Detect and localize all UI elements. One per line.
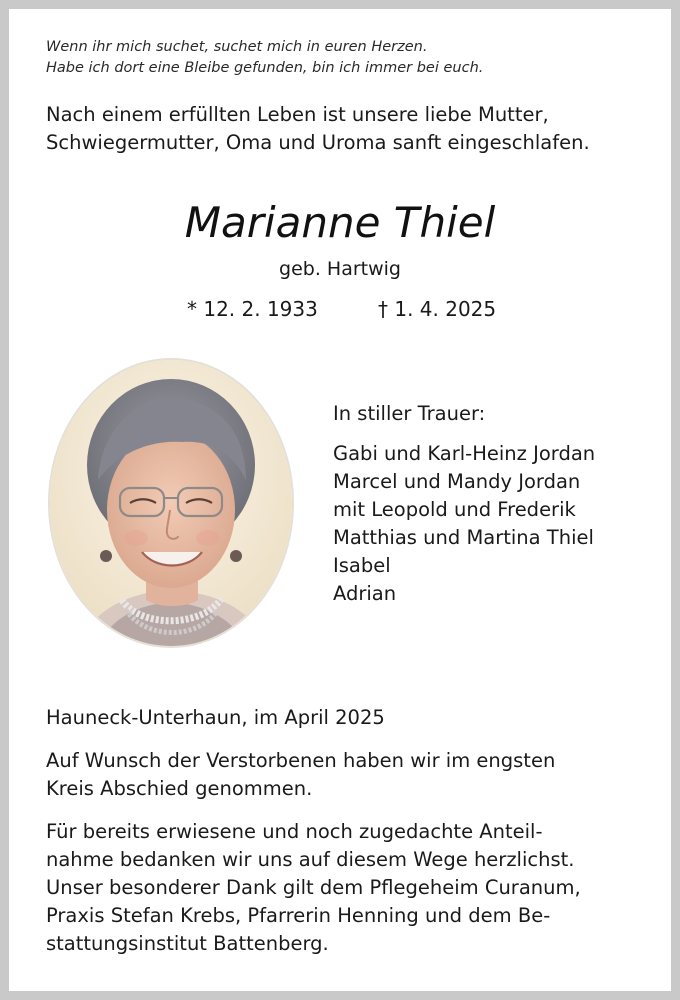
thanks-paragraph (46, 818, 581, 958)
motto-verse (46, 37, 483, 79)
mourner-name: Gabi und Karl-Heinz Jordan (333, 442, 596, 465)
intro-line: Nach einem erfüllten Leben ist unsere liebe Mutter, (46, 103, 549, 126)
intro-text (46, 101, 590, 157)
paragraph-line: Unser besonderer Dank gilt dem Pflegeheim Curanum, (46, 876, 581, 899)
mourner-name: Matthias und Martina Thiel (333, 526, 594, 549)
death-date: † 1. 4. 2025 (378, 297, 497, 321)
mourning-heading: In stiller Trauer: (333, 402, 486, 425)
place-and-date: Hauneck-Unterhaun, im April 2025 (46, 706, 385, 729)
paragraph-line: Auf Wunsch der Verstorbenen haben wir im engsten (46, 749, 556, 772)
mourner-name: mit Leopold und Frederik (333, 498, 576, 521)
farewell-paragraph (46, 747, 555, 803)
paragraph-line: Praxis Stefan Krebs, Pfarrerin Henning und dem Be- (46, 904, 551, 927)
intro-line: Schwiegermutter, Oma und Uroma sanft eingeschlafen. (46, 131, 590, 154)
motto-line: Wenn ihr mich suchet, suchet mich in euren Herzen. (46, 39, 428, 55)
paragraph-line: Für bereits erwiesene und noch zugedachte Anteil- (46, 820, 543, 843)
birth-date: * 12. 2. 1933 (187, 297, 318, 321)
mourner-name: Isabel (333, 554, 391, 577)
mourner-name: Marcel und Mandy Jordan (333, 470, 581, 493)
paragraph-line: stattungsinstitut Battenberg. (46, 932, 329, 955)
obituary-notice (9, 9, 671, 991)
motto-line: Habe ich dort eine Bleibe gefunden, bin ich immer bei euch. (46, 60, 484, 76)
mourners-list (333, 440, 595, 608)
paragraph-line: Kreis Abschied genommen. (46, 777, 313, 800)
paragraph-line: nahme bedanken wir uns auf diesem Wege herzlichst. (46, 848, 575, 871)
portrait-illustration (50, 360, 292, 646)
mourner-name: Adrian (333, 582, 397, 605)
portrait-photo (50, 360, 292, 646)
deceased-name: Marianne Thiel (184, 198, 496, 247)
birth-name: geb. Hartwig (279, 258, 401, 280)
